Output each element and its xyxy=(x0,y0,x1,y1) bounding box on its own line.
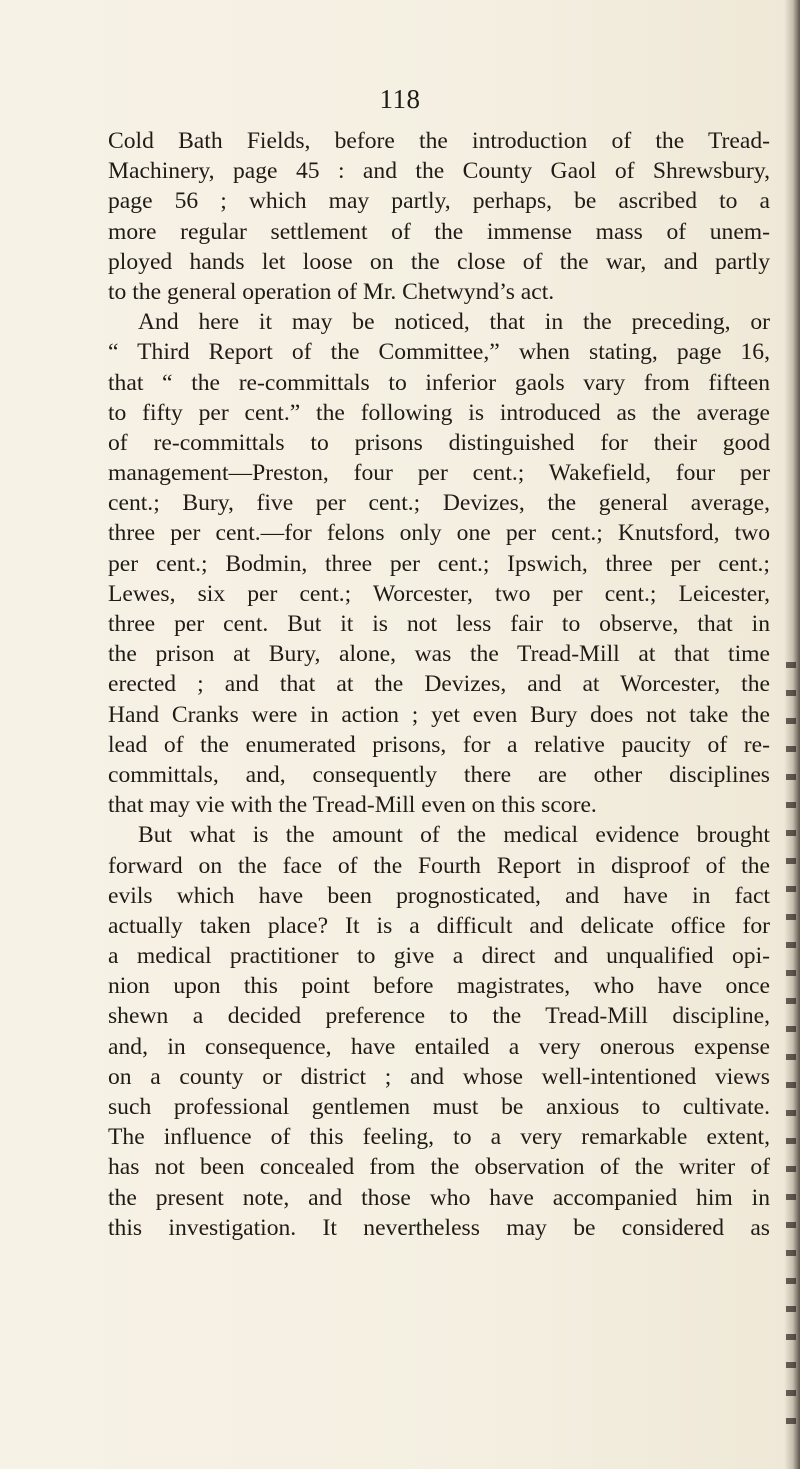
text-line: management—Preston, four per cent.; Wakefield, four per xyxy=(108,460,770,487)
text-line: to the general operation of Mr. Chetwynd’s act. xyxy=(108,278,555,305)
text-line: Cold Bath Fields, before the introduction of the Tread- xyxy=(108,128,770,154)
text-line: Machinery, page 45 : and the County Gaol of Shrewsbury, xyxy=(108,158,770,185)
page-number: 118 xyxy=(379,84,421,114)
text-line: that “ the re-committals to inferior gaols vary from fifteen xyxy=(108,369,770,396)
text-line: “ Third Report of the Committee,” when stating, page 16, xyxy=(108,339,770,366)
text-line: such professional gentlemen must be anxious to cultivate. xyxy=(108,1094,770,1120)
text-line: cent.; Bury, five per cent.; Devizes, the general average, xyxy=(108,490,770,517)
text-line: per cent.; Bodmin, three per cent.; Ipswich, three per cent.; xyxy=(108,550,770,577)
text-line: lead of the enumerated prisons, for a relative paucity of re- xyxy=(108,731,770,758)
text-line: The influence of this feeling, to a very remarkable extent, xyxy=(108,1124,770,1151)
text-line: the prison at Bury, alone, was the Tread-Mill at that time xyxy=(108,641,770,668)
body-text xyxy=(108,126,770,1243)
text-line: to fifty per cent.” the following is introduced as the average xyxy=(108,399,770,426)
text-line: shewn a decided preference to the Tread-Mill discipline, xyxy=(108,1003,770,1030)
text-line: more regular settlement of the immense mass of unem- xyxy=(108,218,770,245)
text-line: erected ; and that at the Devizes, and at Worcester, the xyxy=(108,671,770,698)
text-line: and, in consequence, have entailed a very onerous expense xyxy=(108,1033,770,1060)
text-line: three per cent.—for felons only one per cent.; Knutsford, two xyxy=(108,520,770,547)
text-line: has not been concealed from the observation of the writer of xyxy=(108,1154,770,1181)
text-line: forward on the face of the Fourth Report in disproof of the xyxy=(108,852,770,879)
text-line: page 56 ; which may partly, perhaps, be ascribed to a xyxy=(108,188,770,215)
page-edge-marks xyxy=(786,640,796,1440)
text-line: Lewes, six per cent.; Worcester, two per cent.; Leicester, xyxy=(108,580,770,607)
text-line: evils which have been prognosticated, and have in fact xyxy=(108,882,770,909)
text-line: of re-committals to prisons distinguished for their good xyxy=(108,429,770,456)
text-line: Hand Cranks were in action ; yet even Bury does not take the xyxy=(108,701,770,728)
text-line: on a county or district ; and whose well-intentioned views xyxy=(108,1063,770,1090)
text-line: nion upon this point before magistrates, who have once xyxy=(108,973,770,1000)
text-line: committals, and, consequently there are other disciplines xyxy=(108,761,770,788)
text-line: that may vie with the Tread-Mill even on this score. xyxy=(108,792,597,819)
text-line: And here it may be noticed, that in the preceding, or xyxy=(138,309,770,336)
text-line: three per cent. But it is not less fair to observe, that in xyxy=(108,611,770,637)
text-line: But what is the amount of the medical evidence brought xyxy=(138,822,770,849)
text-line: this investigation. It nevertheless may be considered as xyxy=(108,1214,770,1241)
text-line: the present note, and those who have accompanied him in xyxy=(108,1184,770,1211)
text-line: a medical practitioner to give a direct and unqualified opi- xyxy=(108,943,770,970)
text-line: ployed hands let loose on the close of the war, and partly xyxy=(108,248,770,275)
text-line: actually taken place? It is a difficult and delicate office for xyxy=(108,912,770,939)
